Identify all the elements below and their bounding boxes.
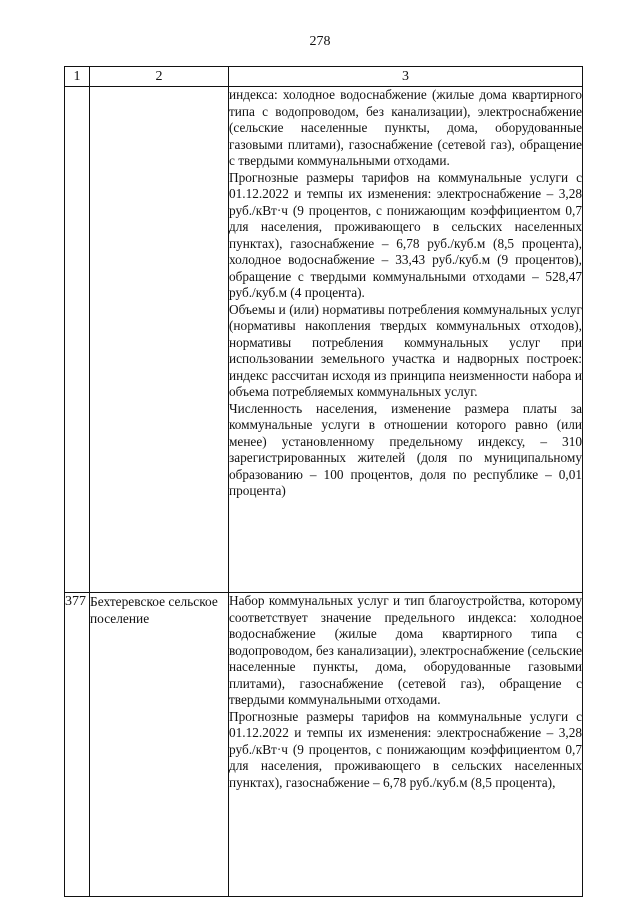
table-header-row xyxy=(65,67,583,87)
description-cell xyxy=(229,593,583,897)
row-number-cell xyxy=(65,87,90,593)
paragraph: индекса: холодное водоснабжение (жилые дома квартирного типа с водопроводом, без канализации), электроснабжение (сельские населенные пункты, дома, оборудованные газовыми плитами), газоснабжение (сетевой газ), обращение с твердыми коммунальными отходами. xyxy=(229,87,582,168)
municipality-name-cell: Бехтеревское сельское поселение xyxy=(90,593,229,897)
paragraph: Объемы и (или) нормативы потребления коммунальных услуг (нормативы накопления твердых коммунальных отходов), нормативы потребления коммунальных услуг при использовании земельного участка и надворных построек: индекс рассчитан исходя из принципа неизменности набора и объема потребляемых коммунальных услуг. xyxy=(229,301,582,399)
paragraph: Прогнозные размеры тарифов на коммунальные услуги с 01.12.2022 и темпы их изменения: электроснабжение – 3,28 руб./кВт·ч (9 процентов, с понижающим коэффициентом 0,7 для населения, проживающего в сельских населенных пунктах), газоснабжение – 6,78 руб./куб.м (8,5 процента), xyxy=(229,708,582,790)
column-header: 2 xyxy=(90,67,229,87)
column-header: 1 xyxy=(65,67,90,87)
municipality-name-cell xyxy=(90,87,229,593)
column-header: 3 xyxy=(229,67,583,87)
row-number-cell: 377 xyxy=(65,593,90,897)
paragraph: Численность населения, изменение размера платы за коммунальные услуги в отношении которого равно (или менее) установленному предельному индексу, – 310 зарегистрированных жителей (доля по муниципальному образованию – 100 процентов, доля по республике – 0,01 процента) xyxy=(229,400,582,498)
table-row xyxy=(65,593,583,897)
paragraph: Прогнозные размеры тарифов на коммунальные услуги с 01.12.2022 и темпы их изменения: электроснабжение – 3,28 руб./кВт·ч (9 процентов, с понижающим коэффициентом 0,7 для населения, проживающего в сельских населенных пунктах), газоснабжение – 6,78 руб./куб.м (8,5 процента), холодное водоснабжение – 33,43 руб./куб.м (9 процентов), обращение с твердыми коммунальными отходами – 528,47 руб./куб.м (4 процента). xyxy=(229,169,582,300)
page-number: 278 xyxy=(309,34,331,49)
table-row xyxy=(65,87,583,593)
paragraph: Набор коммунальных услуг и тип благоустройства, которому соответствует значение предельного индекса: холодное водоснабжение (жилые дома квартирного типа с водопроводом, без канализации), электроснабжение (сельские населенные пункты, дома, оборудованные газовыми плитами), газоснабжение (сетевой газ), обращение с твердыми коммунальными отходами. xyxy=(229,593,582,707)
tariff-table xyxy=(64,66,583,897)
description-cell xyxy=(229,87,583,593)
